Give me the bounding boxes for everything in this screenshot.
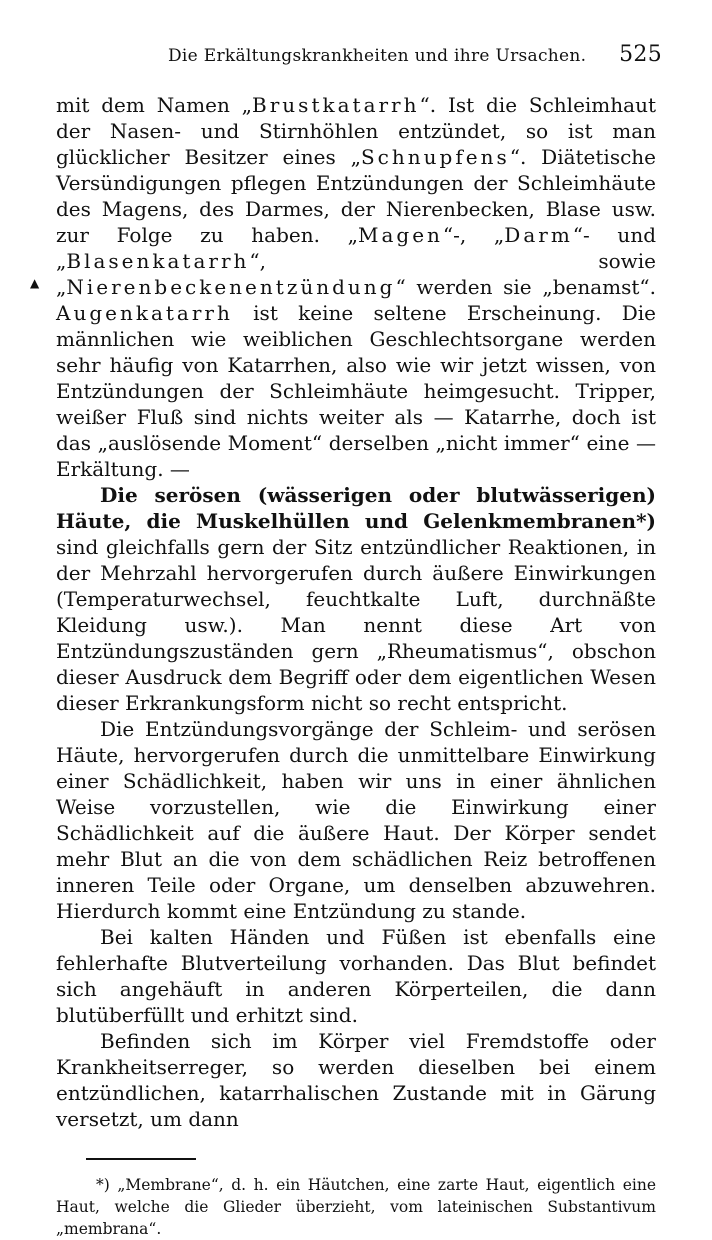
text-run: “. Ist die Schleimhaut der Nasen- und Stirnhöhlen entzündet, so ist man glücklicher Besitzer eines „ xyxy=(56,93,656,169)
text-run: “ werden sie „benamst“. xyxy=(395,275,656,299)
emphasized-term: Nierenbeckenentzündung xyxy=(66,275,396,299)
paragraph-3: Die Entzündungsvorgänge der Schleim- und serösen Häute, hervorgerufen durch die unmittelbare Einwirkung einer Schädlichkeit, haben wir uns in einer ähnlichen Weise vorzustellen, wie die Einwirkung einer Schädlichkeit auf die äußere Haut. Der Körper sendet mehr Blut an die von dem schädlichen Reiz betroffenen inneren Teile oder Organe, um denselben abzuwehren. Hierdurch kommt eine Entzündung zu stande. xyxy=(56,717,656,923)
text-run: “. Diätetische Versündigungen pflegen Entzündungen der Schleimhäute des Magens, des Darmes, der Nierenbecken, Blase usw. zur Folge zu haben. „ xyxy=(56,145,656,247)
text-run: mit dem Namen „ xyxy=(56,93,253,117)
text-run: ist keine seltene Erscheinung. Die männlichen wie weiblichen Geschlechtsorgane werden sehr häufig von Katarrhen, also wie wir jetzt wissen, von Entzündungen der Schleimhäute heimgesucht. Tripper, weißer Fluß sind nichts weiter als — Katarrhe, doch ist das „auslösende Moment“ derselben „nicht immer“ eine — Erkältung. — xyxy=(56,301,656,481)
page-header xyxy=(56,40,662,70)
running-title: Die Erkältungskrankheiten und ihre Ursachen. xyxy=(168,46,587,66)
paragraph-1 xyxy=(56,92,656,482)
bold-term: Die serösen (wässerigen oder blutwässerigen) Häute, die Muskelhüllen und Gelenkmembranen*) xyxy=(56,483,656,533)
emphasized-term: Brustkatarrh xyxy=(252,93,420,117)
paragraph-2 xyxy=(56,482,656,716)
text-run: sind gleichfalls gern der Sitz entzündlicher Reaktionen, in der Mehrzahl hervorgerufen durch äußere Einwirkungen (Temperaturwechsel, feuchtkalte Luft, durchnäßte Kleidung usw.). Man nennt diese Art von Entzündungszuständen gern „Rheumatismus“, obschon dieser Ausdruck dem Begriff oder dem eigentlichen Wesen dieser Erkrankungsform nicht so recht entspricht. xyxy=(56,535,656,715)
margin-mark: ▲ xyxy=(30,276,40,290)
emphasized-term: Darm xyxy=(504,223,573,247)
emphasized-term: Schnupfens xyxy=(360,145,510,169)
text-run: “-, „ xyxy=(442,223,505,247)
page-number: 525 xyxy=(619,42,662,67)
paragraph-4: Bei kalten Händen und Füßen ist ebenfalls eine fehlerhafte Blutverteilung vorhanden. Das Blut befindet sich angehäuft in anderen Körperteilen, die dann blutüberfüllt und erhitzt sind. xyxy=(56,925,656,1027)
text-run: “, sowie „ xyxy=(56,249,656,299)
paragraph-5: Befinden sich im Körper viel Fremdstoffe oder Krankheitserreger, so werden dieselben bei einem entzündlichen, katarrhalischen Zustande mit in Gärung versetzt, um dann xyxy=(56,1029,656,1131)
book-page xyxy=(56,40,662,1240)
footnote-divider xyxy=(86,1158,196,1160)
emphasized-term: Magen xyxy=(358,223,443,247)
footnote: *) „Membrane“, d. h. ein Häutchen, eine zarte Haut, eigentlich eine Haut, welche die Glieder überzieht, vom lateinischen Substantivum „membrana“. xyxy=(56,1176,656,1238)
text-run: “- und „ xyxy=(56,223,657,273)
emphasized-term: Blasenkatarrh xyxy=(66,249,250,273)
body-text xyxy=(56,92,656,1132)
emphasized-term: Augenkatarrh xyxy=(56,301,233,325)
